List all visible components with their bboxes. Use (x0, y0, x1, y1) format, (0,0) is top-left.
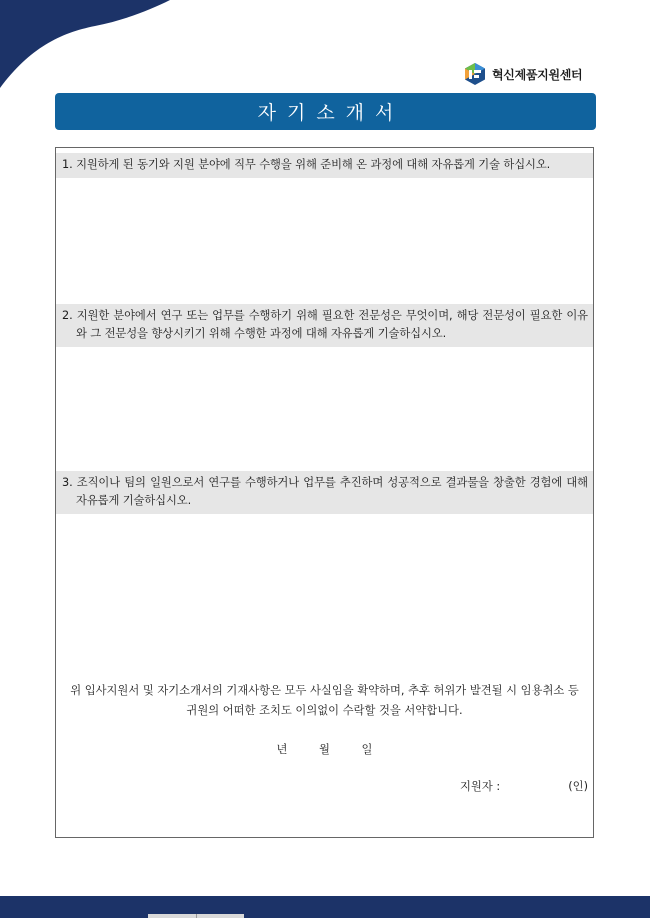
page-title: 자기소개서 (257, 102, 405, 124)
declaration-text (56, 681, 593, 721)
question-3: 3. 조직이나 팀의 일원으로서 연구를 수행하거나 업무를 추진하며 성공적으로 결과물을 창출한 경험에 대해 자유롭게 기술하십시오. (56, 471, 593, 514)
date-row (56, 741, 593, 757)
logo-text: 혁신제품지원센터 (492, 67, 583, 82)
form-box (55, 147, 594, 838)
title-bar (55, 93, 596, 130)
footer-tabs (148, 914, 244, 918)
corner-decoration (0, 0, 170, 95)
center-logo (463, 62, 582, 86)
seal-mark: (인) (568, 780, 588, 793)
answer-area-3[interactable] (56, 514, 593, 674)
question-1: 1. 지원하게 된 동기와 지원 분야에 직무 수행을 위해 준비해 온 과정에 대해 자유롭게 기술 하십시오. (56, 153, 593, 178)
answer-area-2[interactable] (56, 347, 593, 471)
question-2: 2. 지원한 분야에서 연구 또는 업무를 수행하기 위해 필요한 전문성은 무엇이며, 해당 전문성이 필요한 이유와 그 전문성을 향상시키기 위해 수행한 과정에 대해 자유롭게 기술하십시오. (56, 304, 593, 347)
declaration-line-1: 위 입사지원서 및 자기소개서의 기재사항은 모두 사실임을 확약하며, 추후 허위가 발견될 시 임용취소 등 (70, 684, 579, 697)
date-month: 월 (319, 743, 330, 756)
footer-band (0, 896, 650, 918)
declaration-line-2: 귀원의 어떠한 조치도 이의없이 수락할 것을 서약합니다. (186, 704, 463, 717)
hexagon-logo-icon (463, 62, 487, 86)
date-day: 일 (361, 743, 373, 756)
date-year: 년 (276, 743, 288, 756)
signer-label: 지원자 : (460, 780, 501, 793)
answer-area-1[interactable] (56, 178, 593, 304)
